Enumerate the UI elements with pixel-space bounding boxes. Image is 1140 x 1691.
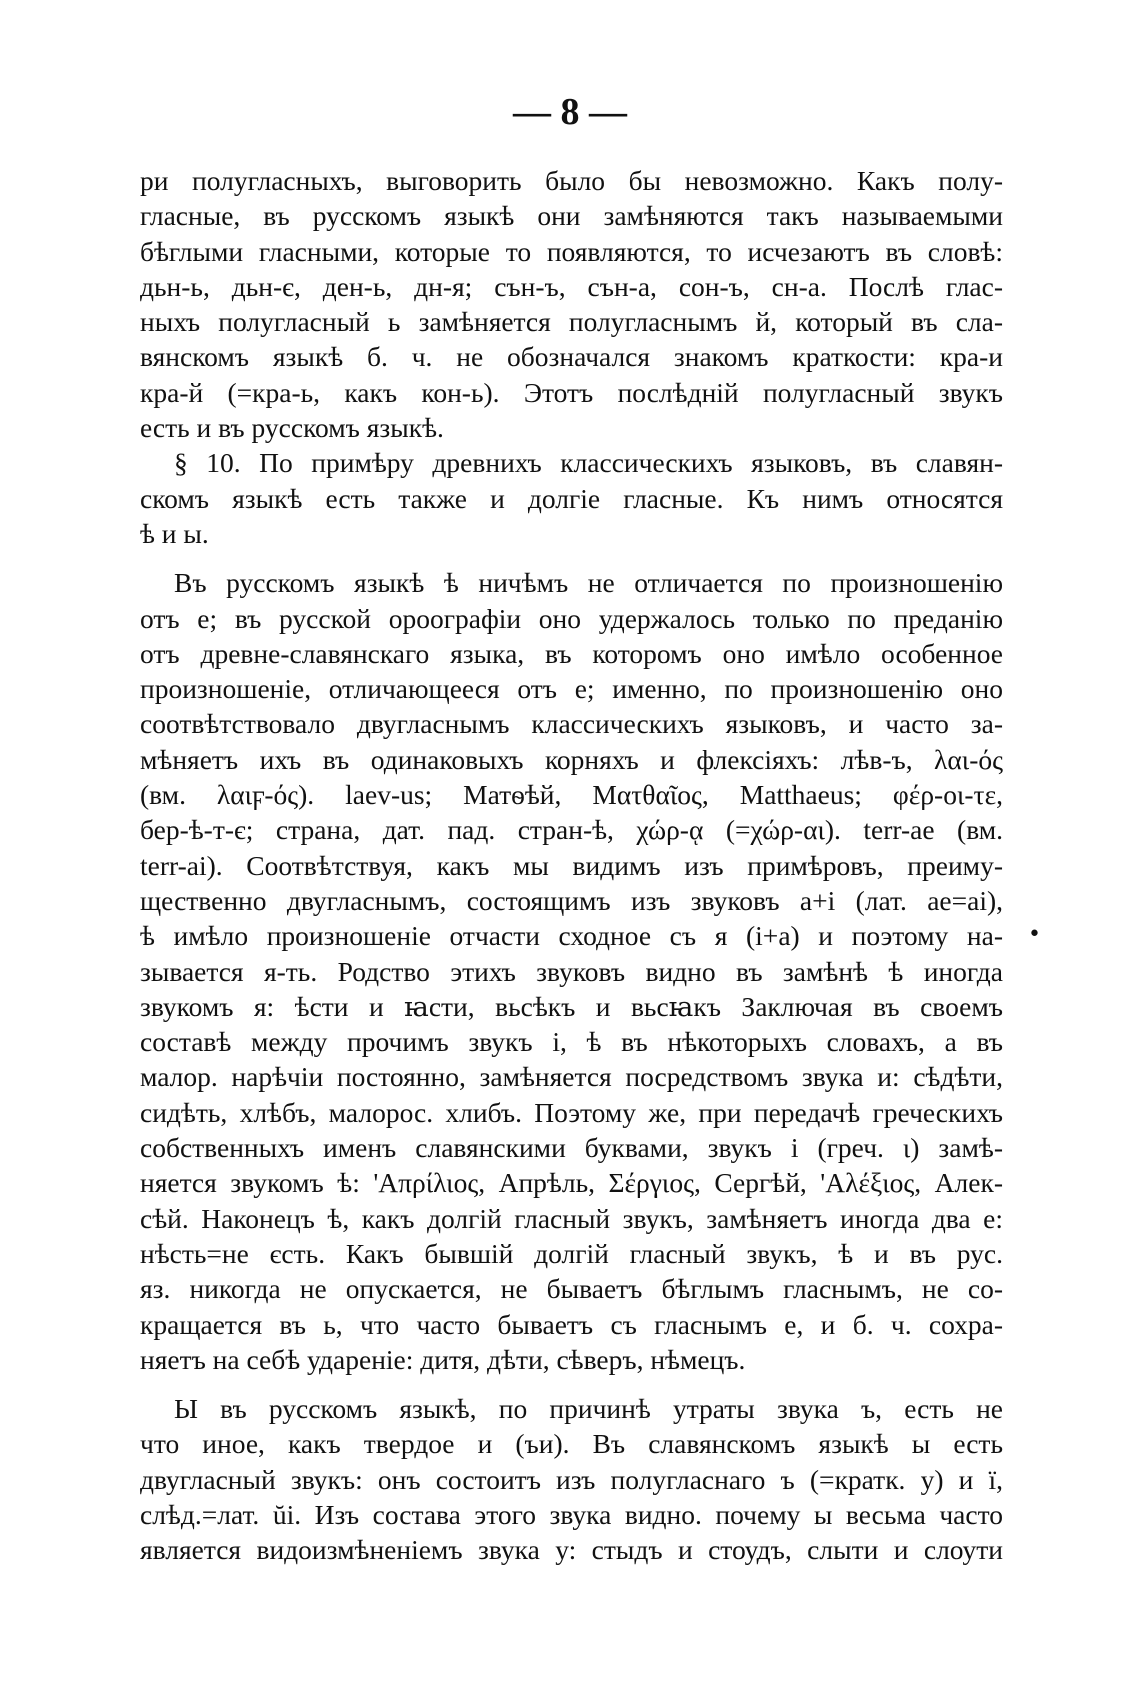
text-line: ныхъ полугласный ь замѣняется полугласнымъ й, который въ сла- [140,306,1003,338]
text-line: Въ русскомъ языкѣ ѣ ничѣмъ не отличается по произношенію [174,567,1003,599]
text-line: отъ древне-славянскаго языка, въ которомъ оно имѣло особенное [140,637,1003,669]
text-line: зывается я-ть. Родство этихъ звуковъ видно въ замѣнѣ ѣ иногда [140,955,1003,987]
text-line: яз. никогда не опускается, не бываетъ бѣглымъ гласнымъ, не со- [140,1273,1003,1305]
text-line: что иное, какъ твердое и (ъи). Въ славянскомъ языкѣ ы есть [140,1428,1003,1460]
text-line: соотвѣтствовало двугласнымъ классическихъ языковъ, и часто за- [140,708,1003,740]
text-line: мѣняетъ ихъ въ одинаковыхъ корняхъ и флексіяхъ: лѣв-ъ, λαι-ός [140,743,1003,775]
text-line: малор. нарѣчіи постоянно, замѣняется посредствомъ звука и: сѣдѣти, [140,1061,1003,1093]
text-line: ри полугласныхъ, выговорить было бы невозможно. Какъ полу- [140,165,1003,196]
text-line: дьн-ь, дьн-є, ден-ь, дн-я; сън-ъ, сън-а, сон-ъ, сн-а. Послѣ глас- [140,270,1003,302]
text-line: terr-ai). Соотвѣтствуя, какъ мы видимъ изъ примѣровъ, преиму- [140,849,1003,881]
text-line: нѣсть=не єсть. Какъ бывшій долгій гласный звукъ, ѣ и въ рус. [140,1237,1003,1269]
text-line: щественно двугласнымъ, состоящимъ изъ звуковъ а+і (лат. ae=ai), [140,884,1003,916]
text-line: есть и въ русскомъ языкѣ. [140,412,444,444]
text-line: собственныхъ именъ славянскими буквами, звукъ і (греч. ι) замѣ- [140,1132,1003,1164]
text-line: няется звукомъ ѣ: 'Απρίλιος, Апрѣль, Σέργιος, Сергѣй, 'Αλέξιος, Алек- [140,1167,1003,1199]
paragraph-gap [140,1377,1003,1391]
text-line: бер-ѣ-т-є; страна, дат. пад. стран-ѣ, χώρ-ᾳ (=χώρ-αι). terr-ae (вм. [140,814,1003,846]
margin-dot-mark: • [1028,922,1041,947]
text-line: бѣглыми гласными, которые то появляются, то исчезаютъ въ словѣ: [140,235,1003,267]
text-line: ѣ имѣло произношеніе отчасти сходное съ я (і+а) и поэтому на- [140,920,1003,952]
text-line: двугласный звукъ: онъ состоитъ изъ полугласнаго ъ (=кратк. у) и ї, [140,1463,1003,1495]
text-line: составѣ между прочимъ звукъ і, ѣ въ нѣкоторыхъ словахъ, а въ [140,1026,1003,1058]
text-line: является видоизмѣненіемъ звука у: стыдъ и стоудъ, слыти и слоути [140,1534,1003,1566]
paragraph-yat [140,565,1003,1377]
text-line: Ы въ русскомъ языкѣ, по причинѣ утраты звука ъ, есть не [174,1393,1003,1425]
text-line: произношеніе, отличающееся отъ е; именно, по произношенію оно [140,673,1003,705]
page-number: — 8 — [513,91,627,133]
text-line: кра-й (=кра-ь, какъ кон-ь). Этотъ послѣдній полугласный звукъ [140,376,1003,408]
text-line: отъ е; въ русской ороографіи оно удержалось только по преданію [140,602,1003,634]
text-line: гласные, въ русскомъ языкѣ они замѣняются такъ называемыми [140,200,1003,232]
text-line: сидѣть, хлѣбъ, малорос. хлибъ. Поэтому же, при передачѣ греческихъ [140,1096,1003,1128]
text-line: сѣй. Наконецъ ѣ, какъ долгій гласный звукъ, замѣняетъ иногда два е: [140,1202,1003,1234]
text-line: (вм. λαιϝ-ός). laev-us; Матѳѣй, Ματθαῖος, Matthaeus; φέρ-οι-τε, [140,779,1003,811]
text-line: § 10. По примѣру древнихъ классическихъ языковъ, въ славян- [174,447,1003,479]
text-line: няетъ на себѣ удареніе: дитя, дѣти, сѣверъ, нѣмецъ. [140,1343,746,1375]
paragraph-yery [140,1391,1003,1567]
text-line: скомъ языкѣ есть также и долгіе гласные. Къ нимъ относятся [140,482,1003,514]
text-line: вянскомъ языкѣ б. ч. не обозначался знакомъ краткости: кра-и [140,341,1003,373]
text-line: кращается въ ь, что часто бываетъ съ гласнымъ е, и б. ч. сохра- [140,1308,1003,1340]
paragraph-gap [140,551,1003,565]
text-block [140,163,1003,1568]
paragraph-semivowels [140,163,1003,445]
text-line: слѣд.=лат. ŭi. Изъ состава этого звука видно. почему ы весьма часто [140,1498,1003,1530]
paragraph-section-10 [140,445,1003,551]
text-line: звукомъ я: ѣсти и ꙗсти, вьсѣкъ и вьсꙗкъ Заключая въ своемъ [140,990,1003,1022]
text-line: ѣ и ы. [140,517,209,549]
